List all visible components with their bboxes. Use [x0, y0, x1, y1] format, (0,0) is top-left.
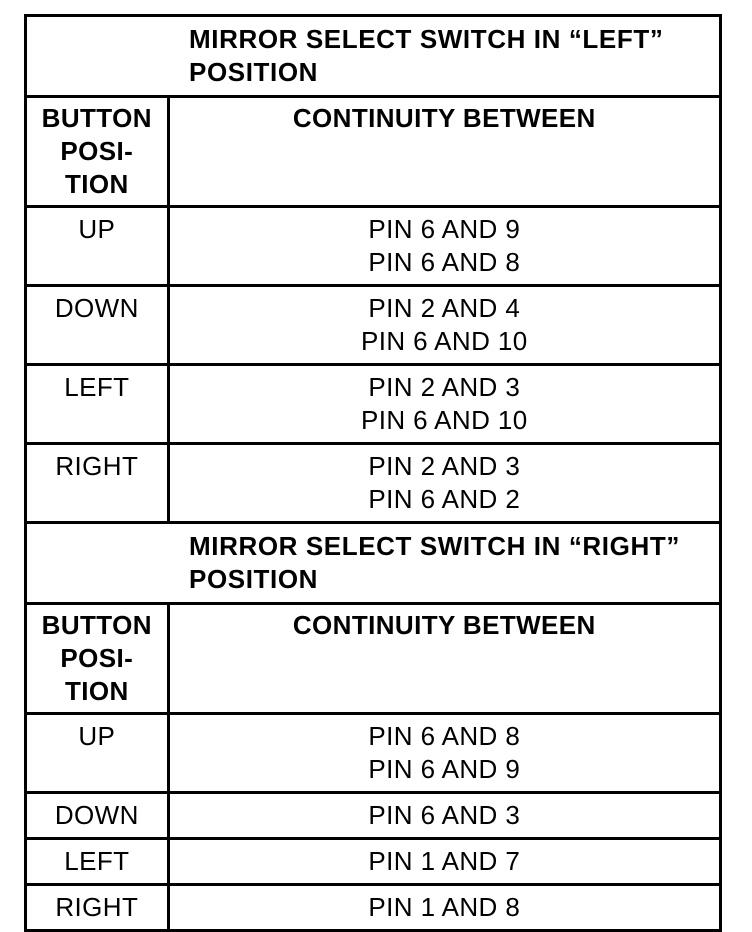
continuity-cell: [168, 444, 720, 523]
continuity-cell: [168, 286, 720, 365]
section-title-line: MIRROR SELECT SWITCH IN “RIGHT”: [189, 531, 680, 561]
continuity-value: PIN 6 AND 8: [368, 247, 521, 277]
continuity-value: PIN 1 AND 7: [368, 846, 521, 876]
button-position-cell: LEFT: [26, 839, 169, 885]
header-line: TION: [64, 676, 129, 706]
continuity-value: PIN 6 AND 9: [368, 754, 521, 784]
continuity-value: PIN 2 AND 4: [368, 293, 521, 323]
continuity-value: PIN 2 AND 3: [368, 372, 521, 402]
section-title-row: [26, 523, 721, 604]
continuity-value: PIN 6 AND 10: [360, 405, 528, 435]
header-line: BUTTON: [41, 103, 152, 133]
section-title-line: MIRROR SELECT SWITCH IN “LEFT”: [189, 24, 664, 54]
continuity-value: PIN 6 AND 2: [368, 484, 521, 514]
continuity-value: PIN 6 AND 10: [360, 326, 528, 356]
table-row: [26, 839, 721, 885]
continuity-cell: [168, 207, 720, 286]
continuity-cell: [168, 365, 720, 444]
button-position-cell: DOWN: [26, 286, 169, 365]
button-position-header: [26, 97, 169, 207]
header-line: POSI-: [60, 643, 134, 673]
table-row: [26, 286, 721, 365]
column-header-row: [26, 97, 721, 207]
section-title: [26, 16, 721, 97]
continuity-value: PIN 2 AND 3: [368, 451, 521, 481]
continuity-value: PIN 6 AND 8: [368, 721, 521, 751]
continuity-between-header: CONTINUITY BETWEEN: [168, 604, 720, 714]
header-line: POSI-: [60, 136, 134, 166]
continuity-cell: [168, 885, 720, 931]
button-position-header: [26, 604, 169, 714]
continuity-cell: [168, 793, 720, 839]
button-position-cell: UP: [26, 207, 169, 286]
table-row: [26, 207, 721, 286]
section-title-line: POSITION: [189, 564, 319, 594]
continuity-table: [24, 14, 722, 932]
table-row: [26, 793, 721, 839]
header-line: BUTTON: [41, 610, 152, 640]
table-row: [26, 444, 721, 523]
table-row: [26, 885, 721, 931]
section-title-line: POSITION: [189, 57, 319, 87]
button-position-cell: RIGHT: [26, 444, 169, 523]
button-position-cell: UP: [26, 714, 169, 793]
section-title-row: [26, 16, 721, 97]
continuity-value: PIN 6 AND 3: [368, 800, 521, 830]
continuity-value: PIN 1 AND 8: [368, 892, 521, 922]
header-line: TION: [64, 169, 129, 199]
button-position-cell: LEFT: [26, 365, 169, 444]
table-row: [26, 714, 721, 793]
table-row: [26, 365, 721, 444]
continuity-cell: [168, 714, 720, 793]
section-title: [26, 523, 721, 604]
button-position-cell: RIGHT: [26, 885, 169, 931]
table-body: [26, 16, 721, 931]
continuity-value: PIN 6 AND 9: [368, 214, 521, 244]
button-position-cell: DOWN: [26, 793, 169, 839]
continuity-between-header: CONTINUITY BETWEEN: [168, 97, 720, 207]
column-header-row: [26, 604, 721, 714]
continuity-cell: [168, 839, 720, 885]
